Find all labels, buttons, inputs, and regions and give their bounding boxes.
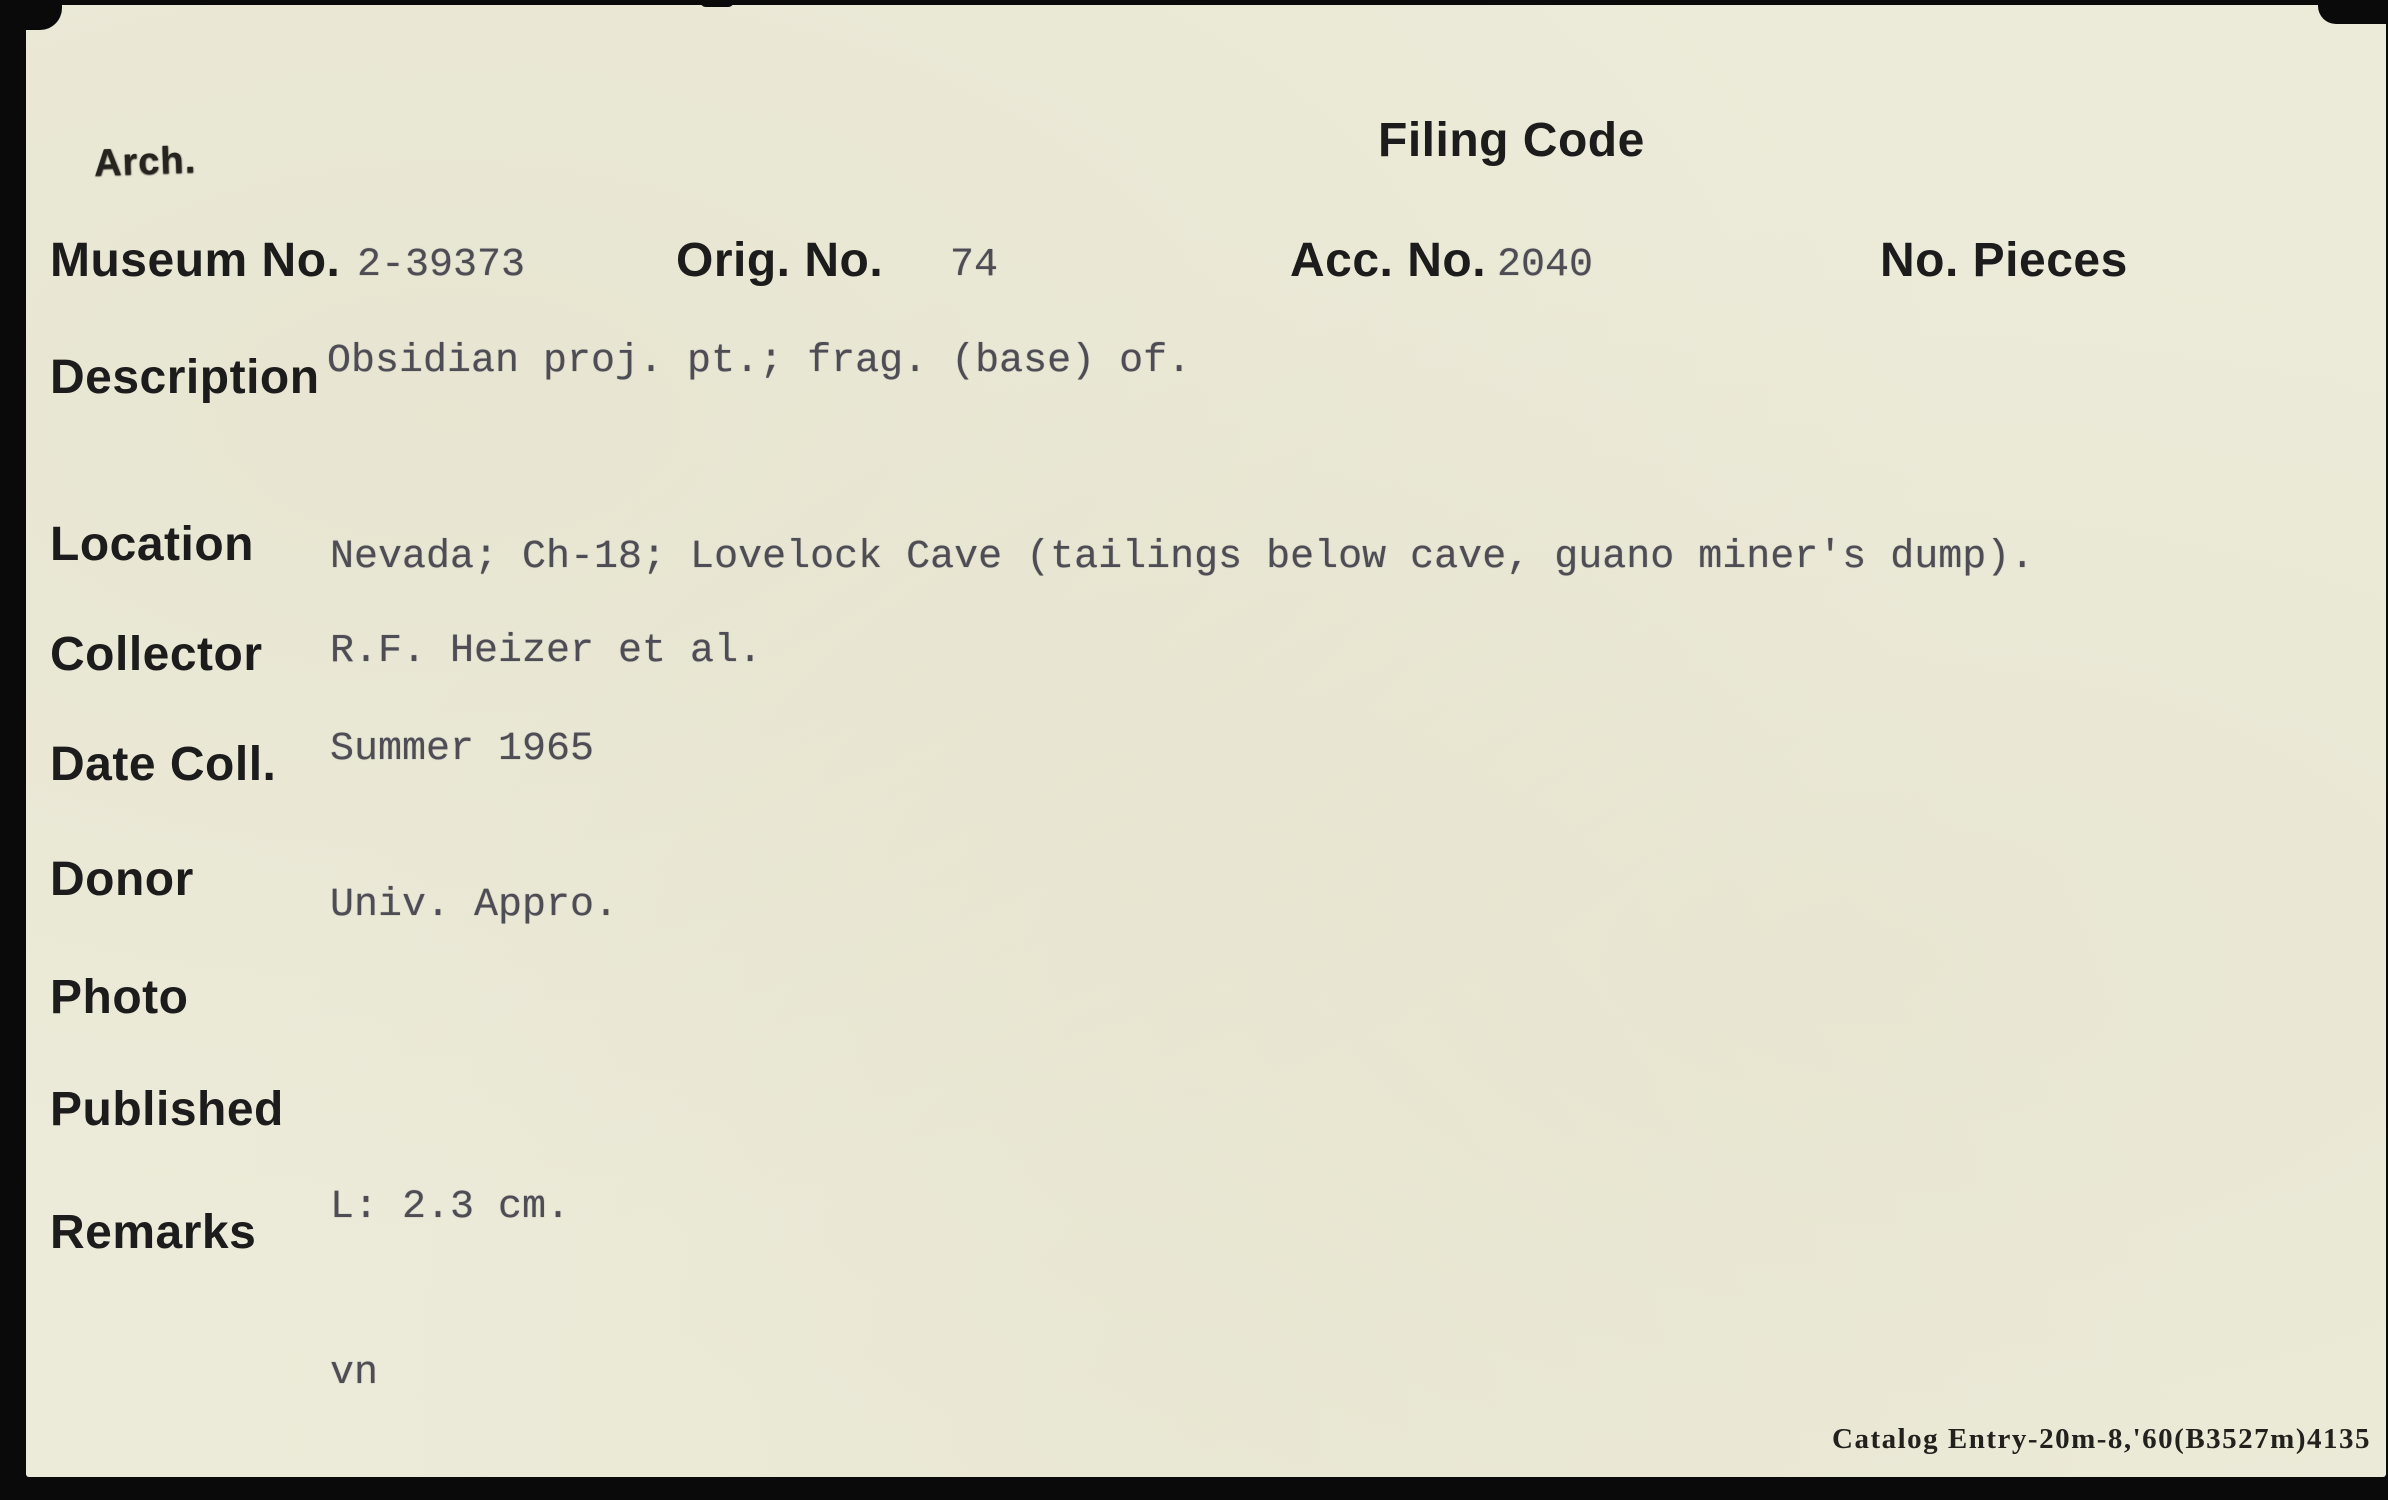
remarks-value: L: 2.3 cm. bbox=[330, 1185, 571, 1230]
donor-label: Donor bbox=[50, 853, 194, 906]
orig-no-value: 74 bbox=[950, 243, 999, 288]
orig-no-label: Orig. No. bbox=[676, 234, 884, 287]
photo-label: Photo bbox=[50, 971, 189, 1024]
published-label: Published bbox=[50, 1083, 284, 1136]
location-value: Nevada; Ch-18; Lovelock Cave (tailings below cave, guano miner's dump). bbox=[330, 535, 2035, 580]
filing-code-label: Filing Code bbox=[1378, 114, 1645, 167]
scan-corner-top-right bbox=[2318, 0, 2388, 24]
donor-value: Univ. Appro. bbox=[330, 883, 619, 928]
remarks-label: Remarks bbox=[50, 1206, 257, 1259]
acc-no-label: Acc. No. bbox=[1290, 234, 1487, 287]
date-coll-label: Date Coll. bbox=[50, 738, 277, 791]
description-label: Description bbox=[50, 351, 320, 404]
scan-corner-top-left bbox=[0, 0, 62, 30]
arch-stamp: Arch. bbox=[93, 139, 197, 185]
museum-no-value: 2-39373 bbox=[357, 243, 526, 288]
card-paper bbox=[26, 5, 2386, 1477]
scan-edge-mark bbox=[700, 0, 734, 7]
location-label: Location bbox=[50, 518, 254, 571]
no-pieces-label: No. Pieces bbox=[1880, 234, 2128, 287]
date-coll-value: Summer 1965 bbox=[330, 727, 595, 772]
acc-no-value: 2040 bbox=[1497, 243, 1594, 288]
printer-code: Catalog Entry-20m-8,'60(B3527m)4135 bbox=[1832, 1423, 2372, 1455]
description-value: Obsidian proj. pt.; frag. (base) of. bbox=[327, 339, 1192, 384]
collector-label: Collector bbox=[50, 628, 263, 681]
typist-initials: vn bbox=[330, 1351, 379, 1396]
museum-no-label: Museum No. bbox=[50, 234, 341, 287]
collector-value: R.F. Heizer et al. bbox=[330, 629, 763, 674]
